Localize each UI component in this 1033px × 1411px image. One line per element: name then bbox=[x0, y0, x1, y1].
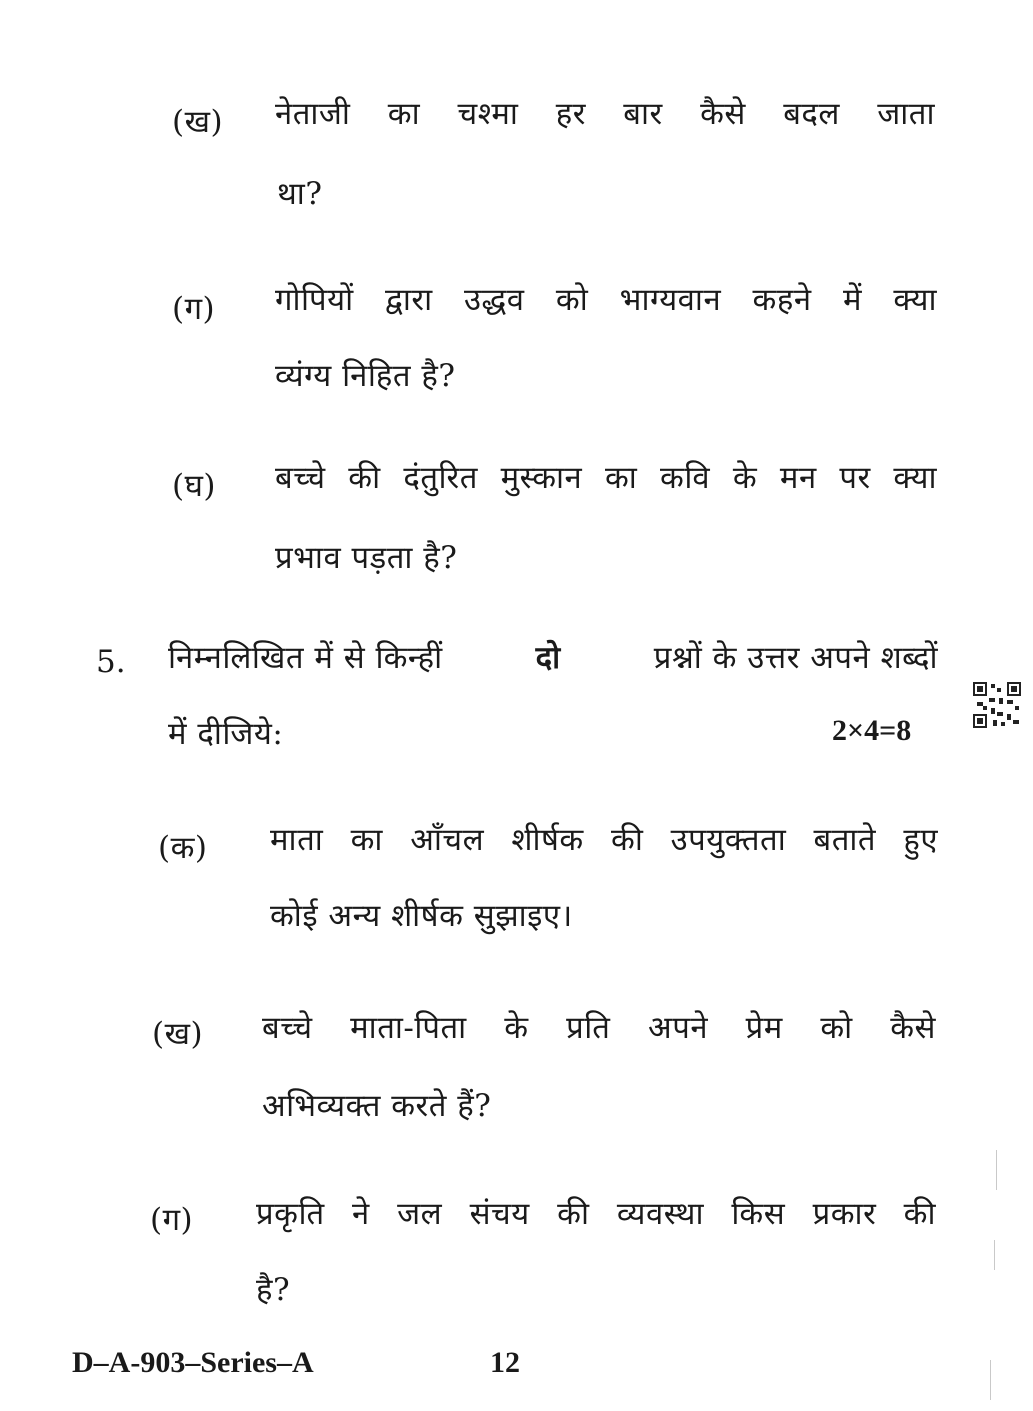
option-label: (ग) bbox=[172, 291, 216, 327]
option-text-line: बच्चे की दंतुरित मुस्कान का कवि के मन पर क्या bbox=[275, 460, 937, 496]
question-stem-line bbox=[168, 636, 938, 678]
option-text-line: गोपियों द्वारा उद्धव को भाग्यवान कहने में क्या bbox=[275, 282, 937, 318]
option-text-line: कोई अन्य शीर्षक सुझाइए। bbox=[270, 898, 573, 934]
option-text-line: प्रकृति ने जल संचय की व्यवस्था किस प्रकार की bbox=[256, 1196, 936, 1232]
option-text-line: माता का आँचल शीर्षक की उपयुक्तता बताते हुए bbox=[270, 822, 938, 858]
question-number: 5. bbox=[96, 644, 126, 680]
option-text-line: नेताजी का चश्मा हर बार कैसे बदल जाता bbox=[275, 96, 935, 132]
option-text-line: बच्चे माता-पिता के प्रति अपने प्रेम को कैसे bbox=[262, 1010, 936, 1046]
option-label: (ग) bbox=[150, 1202, 194, 1238]
option-label: (ख) bbox=[152, 1016, 204, 1052]
question-stem-line: में दीजिये: bbox=[168, 716, 284, 752]
option-text-line: प्रभाव पड़ता है? bbox=[275, 540, 458, 576]
qr-code-icon bbox=[973, 682, 1021, 728]
option-label: (घ) bbox=[172, 468, 217, 504]
option-text-line: अभिव्यक्त करते हैं? bbox=[262, 1088, 492, 1124]
scan-edge-mark bbox=[994, 1240, 995, 1270]
option-label: (क) bbox=[158, 830, 208, 866]
stem-emphasis: दो bbox=[535, 640, 561, 676]
page-number: 12 bbox=[490, 1346, 520, 1379]
marks-allocation: 2×4=8 bbox=[832, 714, 912, 747]
option-text-line: व्यंग्य निहित है? bbox=[275, 358, 456, 394]
paper-code: D–A-903–Series–A bbox=[72, 1346, 314, 1379]
scan-edge-mark bbox=[996, 1150, 997, 1190]
option-text-line: था? bbox=[277, 176, 323, 212]
option-text-line: है? bbox=[256, 1272, 291, 1308]
stem-text: निम्नलिखित में से किन्हीं bbox=[168, 640, 443, 676]
stem-text: प्रश्नों के उत्तर अपने शब्दों bbox=[653, 640, 938, 676]
option-label: (ख) bbox=[172, 104, 224, 140]
scan-edge-mark bbox=[990, 1360, 991, 1400]
